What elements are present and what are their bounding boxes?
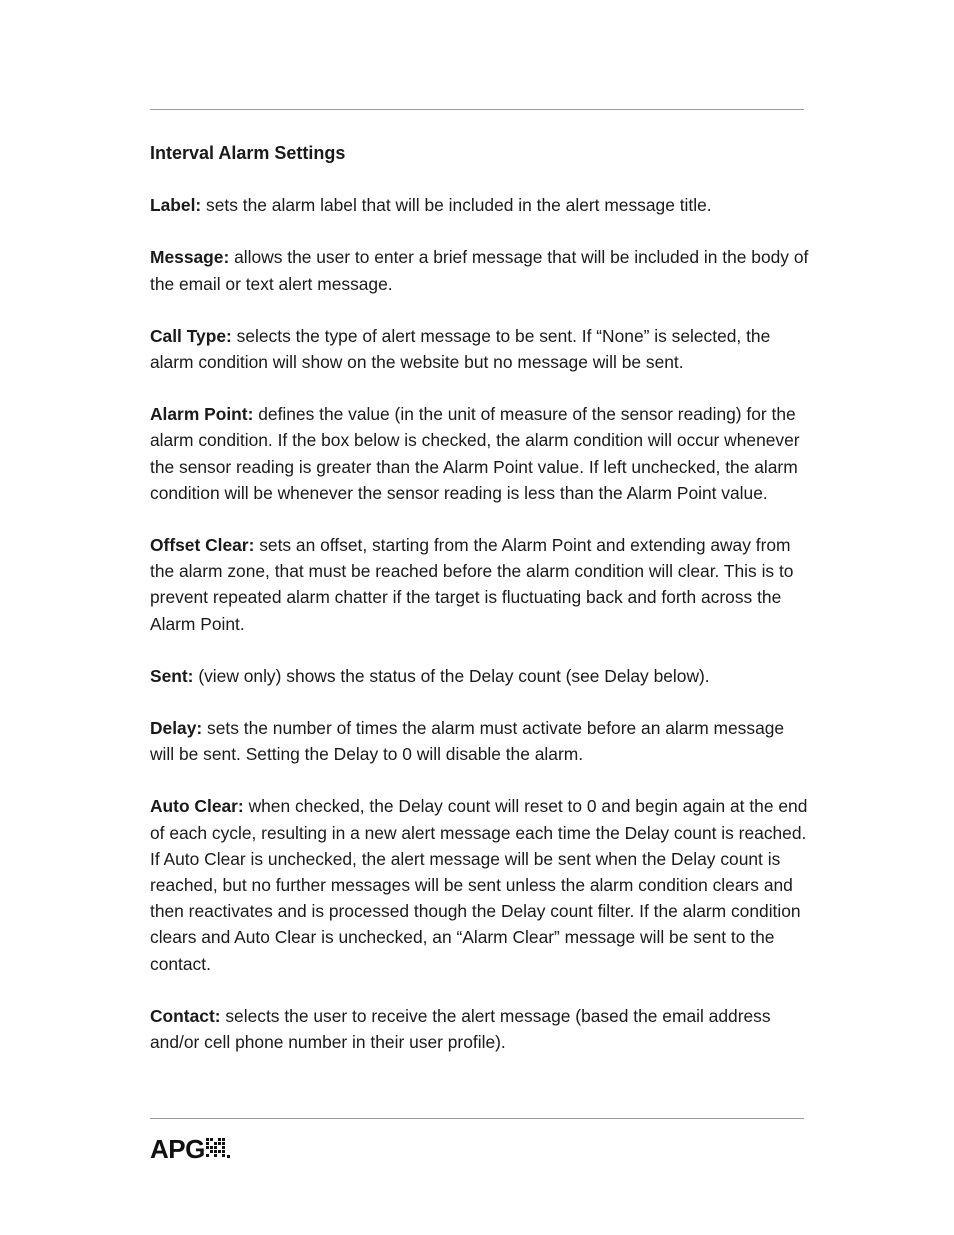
- description-message: allows the user to enter a brief message that will be included in the body of the email or text alert message.: [150, 247, 809, 294]
- description-alarm-point: defines the value (in the unit of measure of the sensor reading) for the alarm condition. If the box below is checked, the alarm condition will occur whenever the sensor reading is greater than the Alarm Point value. If left unchecked, the alarm condition will be whenever the sensor reading is less than the Alarm Point value.: [150, 404, 800, 503]
- logo-wordmark: APG: [150, 1134, 205, 1164]
- description-delay: sets the number of times the alarm must activate before an alarm message will be sent. Setting the Delay to 0 will disable the alarm.: [150, 718, 785, 765]
- paragraph-sent: [150, 663, 810, 689]
- description-label: sets the alarm label that will be included in the alert message title.: [201, 195, 712, 216]
- term-contact: Contact:: [150, 1005, 221, 1026]
- term-call-type: Call Type:: [150, 325, 232, 346]
- paragraph-delay: [150, 715, 810, 767]
- description-sent: (view only) shows the status of the Delay count (see Delay below).: [193, 665, 710, 686]
- term-label: Label:: [150, 195, 202, 216]
- description-offset-clear: sets an offset, starting from the Alarm Point and extending away from the alarm zone, that must be reached before the alarm condition will clear. This is to prevent repeated alarm chatter if the target is fluctuating back and forth across the Alarm Point.: [150, 535, 794, 634]
- term-sent: Sent:: [150, 665, 194, 686]
- paragraph-contact: [150, 1003, 810, 1055]
- term-message: Message:: [150, 247, 230, 268]
- paragraph-message: [150, 244, 810, 296]
- top-divider: [150, 109, 804, 110]
- paragraph-call-type: [150, 323, 810, 375]
- description-auto-clear: when checked, the Delay count will reset to 0 and begin again at the end of each cycle, resulting in a new alert message each time the Delay count is reached. If Auto Clear is unchecked, the alert message will be sent when the Delay count is reached, but no further messages will be sent unless the alarm condition clears and then reactivates and is processed though the Delay count filter. If the alarm condition clears and Auto Clear is unchecked, an “Alarm Clear” message will be sent to the contact.: [150, 796, 808, 974]
- bottom-divider: [150, 1118, 804, 1119]
- paragraph-auto-clear: [150, 793, 810, 976]
- section-heading: Interval Alarm Settings: [150, 143, 346, 163]
- apg-dot-matrix-logo-icon: [206, 1138, 232, 1160]
- term-offset-clear: Offset Clear:: [150, 535, 255, 556]
- term-auto-clear: Auto Clear:: [150, 796, 244, 817]
- apg-logo: [150, 1136, 232, 1162]
- term-alarm-point: Alarm Point:: [150, 404, 254, 425]
- description-call-type: selects the type of alert message to be sent. If “None” is selected, the alarm condition will show on the website but no message will be sent.: [150, 325, 771, 373]
- paragraph-alarm-point: [150, 401, 810, 506]
- paragraph-offset-clear: [150, 532, 810, 637]
- description-contact: selects the user to receive the alert message (based the email address and/or cell phone number in their user profile).: [150, 1005, 771, 1053]
- term-delay: Delay:: [150, 718, 203, 739]
- paragraph-label: [150, 192, 810, 218]
- document-body: [150, 140, 810, 1081]
